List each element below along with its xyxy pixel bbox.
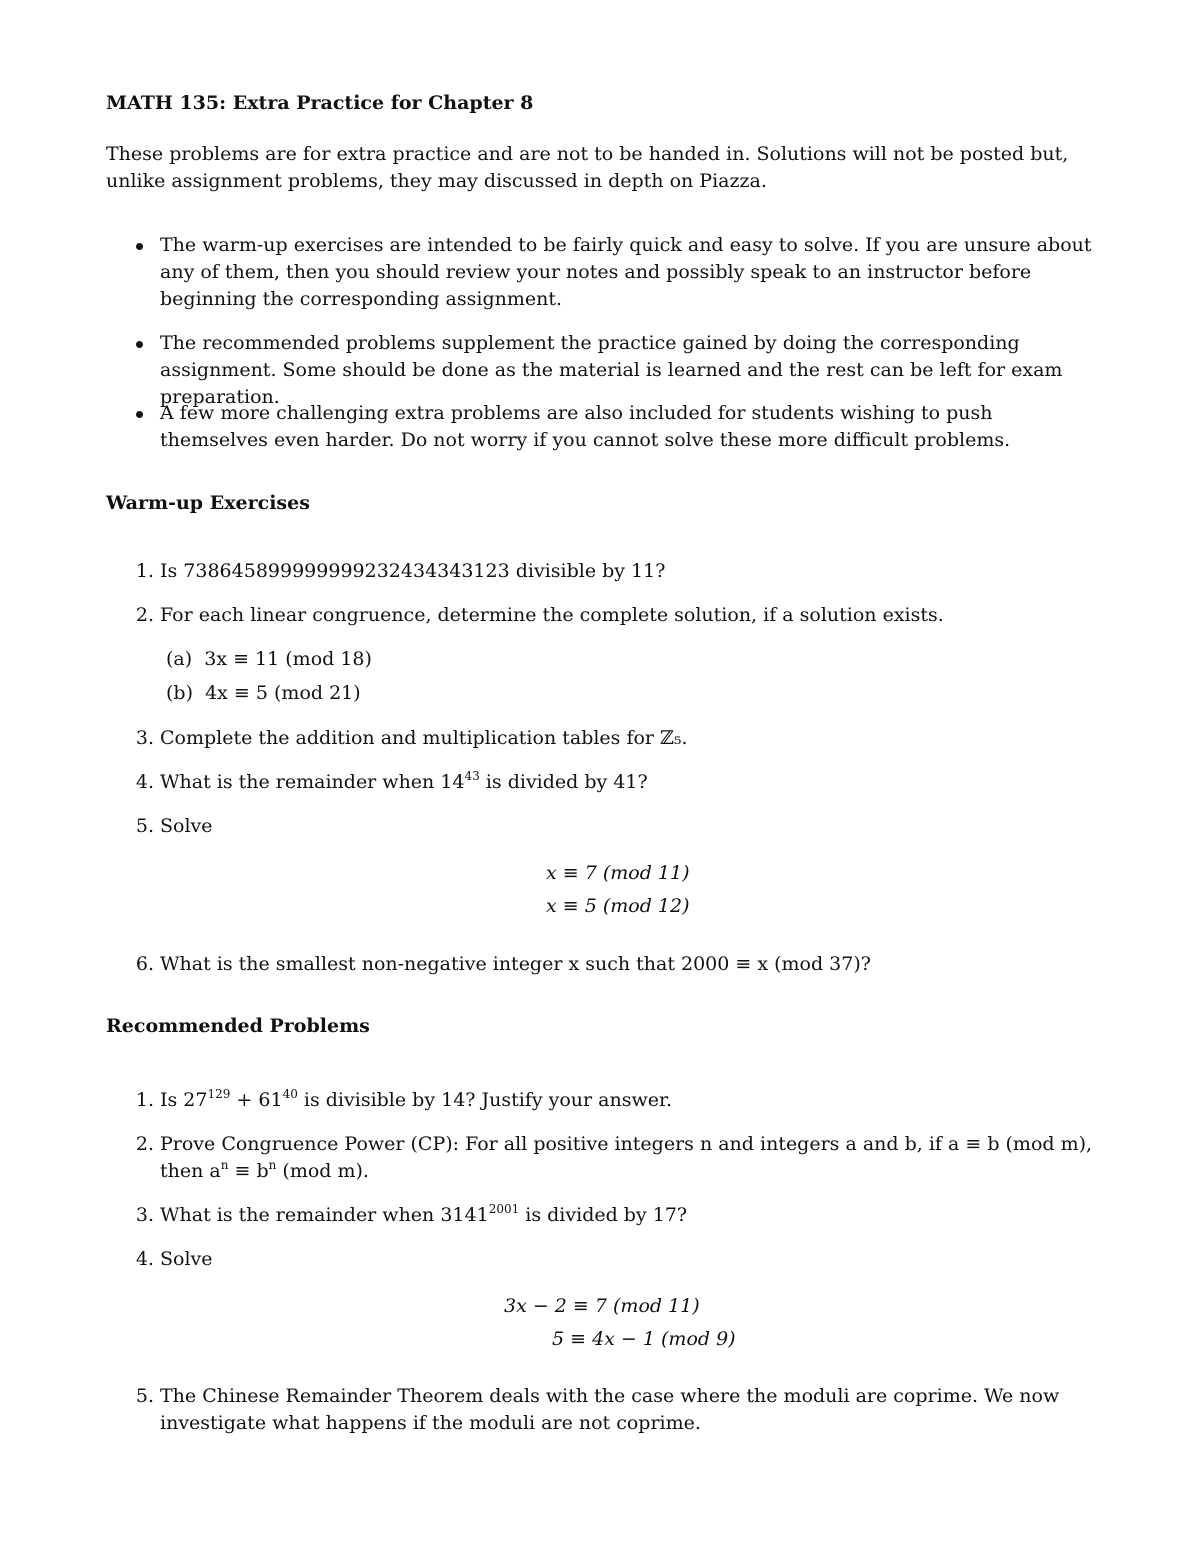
- question-number: 1.: [135, 560, 154, 582]
- recommended-question-2: [106, 1131, 1094, 1185]
- bullet-text: A few more challenging extra problems are also included for students wishing to push themselves even harder. Do not worry if you cannot solve these more difficult problems.: [160, 402, 1011, 451]
- recommended-question-5: [106, 1383, 1094, 1437]
- bullet-text: The warm-up exercises are intended to be fairly quick and easy to solve. If you are unsure about any of them, then you should review your notes and possibly speak to an instructor before beginning the corresponding assignment.: [160, 234, 1092, 310]
- bullet-item: [106, 400, 1094, 454]
- congruence-expression: 3x ≡ 11 (mod 18): [204, 648, 372, 670]
- warmup-question-4: [106, 769, 1094, 796]
- question-number: 5.: [135, 1385, 154, 1407]
- system-equation-1: 3x − 2 ≡ 7 (mod 11): [504, 1295, 700, 1317]
- question-text: What is the smallest non-negative integer x such that 2000 ≡ x (mod 37)?: [160, 953, 871, 975]
- question-text: What is the remainder when $14^{43}$ is divided by 41?: [160, 769, 648, 793]
- question-text: Solve: [160, 815, 213, 837]
- system-equation-2: x ≡ 5 (mod 12): [546, 895, 690, 917]
- bullet-item: [106, 232, 1094, 313]
- question-number: 5.: [135, 815, 154, 837]
- warmup-heading: Warm-up Exercises: [106, 492, 310, 514]
- subpart-label: (a): [166, 648, 193, 670]
- congruence-expression: 4x ≡ 5 (mod 21): [205, 682, 361, 704]
- warmup-question-3: [106, 725, 1094, 752]
- recommended-question-4: [106, 1246, 1094, 1273]
- warmup-question-2a: [166, 646, 372, 673]
- question-text: Prove Congruence Power (CP): For all positive integers n and integers a and b, if a ≡ b (mod m), then $a^n \equiv b^n$ (mod m).: [160, 1133, 1093, 1182]
- question-text: Is 738645899999999232434343123 divisible by 11?: [160, 560, 666, 582]
- question-text: What is the remainder when $3141^{2001}$ is divided by 17?: [160, 1202, 688, 1226]
- subpart-label: (b): [166, 682, 193, 704]
- bullet-dot-icon: [136, 411, 143, 418]
- bullet-dot-icon: [136, 243, 143, 250]
- warmup-question-6: [106, 951, 1094, 978]
- question-text: For each linear congruence, determine the complete solution, if a solution exists.: [160, 604, 944, 626]
- system-equation-2: 5 ≡ 4x − 1 (mod 9): [552, 1328, 736, 1350]
- warmup-question-5: [106, 813, 1094, 840]
- bullet-dot-icon: [136, 341, 143, 348]
- recommended-question-3: [106, 1202, 1094, 1229]
- question-number: 4.: [135, 771, 154, 793]
- question-number: 2.: [135, 604, 154, 626]
- system-equation-1: x ≡ 7 (mod 11): [546, 862, 690, 884]
- question-text: Solve: [160, 1248, 213, 1270]
- bullet-text: The recommended problems supplement the practice gained by doing the corresponding assignment. Some should be done as the material is learned and the rest can be left for exam preparation.: [160, 332, 1063, 408]
- document-title: MATH 135: Extra Practice for Chapter 8: [106, 92, 534, 114]
- warmup-question-1: [106, 558, 1094, 585]
- question-text: The Chinese Remainder Theorem deals with the case where the moduli are coprime. We now investigate what happens if the moduli are not coprime.: [160, 1385, 1060, 1434]
- question-text: Complete the addition and multiplication tables for ℤ₅.: [160, 727, 688, 749]
- question-number: 3.: [135, 727, 154, 749]
- question-number: 1.: [135, 1089, 154, 1111]
- question-number: 3.: [135, 1204, 154, 1226]
- intro-paragraph: These problems are for extra practice and are not to be handed in. Solutions will not be posted but, unlike assignment problems, they may discussed in depth on Piazza.: [106, 143, 1069, 192]
- question-number: 4.: [135, 1248, 154, 1270]
- question-text: Is $27^{129} + 61^{40}$ is divisible by 14? Justify your answer.: [160, 1087, 673, 1111]
- recommended-heading: Recommended Problems: [106, 1015, 370, 1037]
- recommended-question-1: [106, 1087, 1094, 1114]
- bullet-item: [106, 330, 1094, 411]
- warmup-question-2b: [166, 680, 361, 707]
- question-number: 6.: [135, 953, 154, 975]
- question-number: 2.: [135, 1133, 154, 1155]
- warmup-question-2: [106, 602, 1094, 629]
